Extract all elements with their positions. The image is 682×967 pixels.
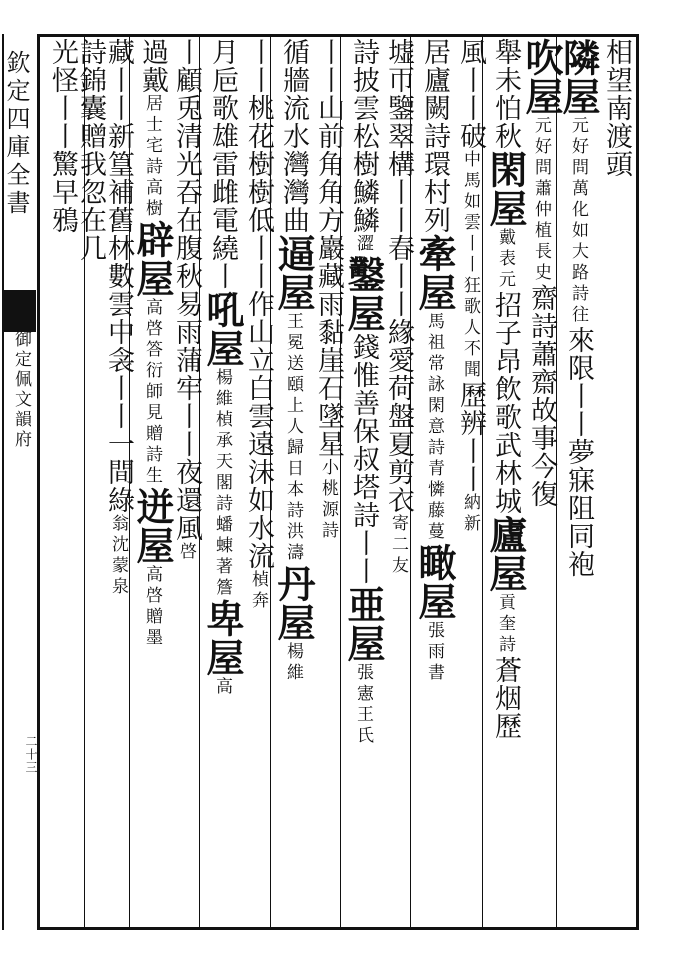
entry-headword: 吹屋: [519, 38, 564, 116]
body-text: 錢惟善保叔塔詩丨丨: [348, 333, 379, 585]
annotation-text: 戴表元: [495, 228, 515, 291]
folio-number: 二十三: [24, 735, 38, 774]
text-column: [483, 38, 528, 928]
annotation-text: 居士宅詩高樹: [142, 94, 162, 220]
annotation-text: 翁沈蒙泉: [108, 514, 128, 598]
body-text: 丨丨作山立白雲遠: [243, 234, 274, 458]
body-text: 循牆流水灣灣曲: [278, 38, 309, 234]
entry-headword: 卑屋: [200, 599, 245, 677]
body-text: 月巵歌雄雷雌電繞丨: [207, 38, 238, 290]
entry-headword: 辟屋: [130, 220, 175, 298]
text-column: [556, 38, 601, 928]
entry-headword: 牽屋: [412, 234, 457, 312]
annotation-text: 高啓贈墨: [142, 565, 162, 649]
body-text: 光怪丨丨驚早鴉: [47, 38, 78, 234]
entry-headword: 閑屋: [483, 150, 528, 228]
margin-book-title: 欽定四庫全書: [2, 50, 30, 218]
annotation-text: 中馬如雲丨丨狂歌人不聞: [460, 150, 480, 381]
annotation-text: 楊維: [283, 642, 303, 684]
body-text: 丨丨桃花樹樹低: [243, 38, 274, 234]
body-text: 春丨丨緣愛荷盤夏剪衣: [383, 234, 414, 514]
body-text: 歷辨丨丨: [455, 381, 486, 493]
text-column: [310, 38, 346, 928]
text-column: [130, 38, 175, 928]
body-text: 舉未怕秋: [490, 38, 521, 150]
body-text: 齋詩蕭齋故事今復: [526, 284, 557, 508]
text-column: [519, 38, 564, 928]
entry-headword: 吼屋: [200, 290, 245, 368]
entry-headword: 迸屋: [130, 487, 175, 565]
entry-headword: 丹屋: [271, 564, 316, 642]
annotation-text: 張雨書: [424, 621, 444, 684]
entry-headword: 逼屋: [271, 234, 316, 312]
body-text: 詩錦囊贈我忽在几: [75, 38, 106, 262]
annotation-text: 張憲王氏: [353, 663, 373, 747]
body-text: 過戴: [137, 38, 168, 94]
body-text: 藏丨丨新篁補舊林: [103, 38, 134, 262]
entry-headword: 瞰屋: [412, 543, 457, 621]
entry-headword: 鑿屋: [341, 255, 386, 333]
body-text: 沬如水流: [243, 458, 274, 570]
annotation-text: 澀: [353, 234, 373, 255]
text-column: [168, 38, 204, 928]
left-border-rule: [37, 34, 40, 930]
body-text: 丨顧兎清光吞在腹: [171, 38, 202, 262]
text-column: [341, 38, 386, 928]
annotation-text: 馬祖常詠閑意詩青憐藤蔓: [424, 312, 444, 543]
body-text: 招子昂飲歌武林城: [490, 291, 521, 515]
entry-headword: 亜屋: [341, 585, 386, 663]
annotation-text: 楨奔: [248, 570, 268, 612]
annotation-text: 啓: [176, 542, 196, 563]
annotation-text: 元好問蕭仲植長史: [531, 116, 551, 284]
body-text: 詩披雲松樹鱗鱗: [348, 38, 379, 234]
text-column: [598, 38, 634, 928]
annotation-text: 納新: [460, 493, 480, 535]
body-text: 蒼烟歷: [490, 656, 521, 740]
right-border-rule: [636, 34, 639, 930]
body-text: 數雲中衾丨丨一間綠: [103, 262, 134, 514]
annotation-text: 元好問萬化如大路詩往: [568, 116, 588, 326]
annotation-text: 高啓答衍師見贈詩生: [142, 298, 162, 487]
body-text: 來限: [563, 326, 594, 382]
margin-section-title: 御定佩文韻府: [11, 330, 31, 450]
body-text: 居廬闕詩環村列: [419, 38, 450, 234]
annotation-text: 高: [212, 677, 232, 698]
entry-headword: 隣屋: [556, 38, 601, 116]
annotation-text: 寄二友: [388, 514, 408, 577]
body-text: 丨丨山前角角方: [313, 38, 344, 234]
text-column: [240, 38, 276, 928]
body-text: 相望南: [601, 38, 632, 122]
body-text: 風丨丨破: [455, 38, 486, 150]
body-text: 渡頭: [601, 122, 632, 178]
body-text: 巖藏雨黏崖石墜星: [313, 234, 344, 458]
text-column: [44, 38, 80, 928]
fish-tail-mark: [2, 290, 36, 332]
body-text: 墟帀鑒翠構丨丨: [383, 38, 414, 234]
entry-headword: 廬屋: [483, 515, 528, 593]
annotation-text: 楊維楨承天閣詩蟠蝀著簷: [212, 368, 232, 599]
annotation-text: 貢奎詩: [495, 593, 515, 656]
text-column: [412, 38, 457, 928]
body-text: 秋易雨蒲牢丨丨夜還風: [171, 262, 202, 542]
top-border-rule: [37, 34, 639, 37]
text-column: [452, 38, 488, 928]
annotation-text: 王冕送頤上人歸日本詩洪濤: [283, 312, 303, 564]
text-column: [380, 38, 416, 928]
annotation-text: 小桃源詩: [318, 458, 338, 542]
text-column: [200, 38, 245, 928]
body-text: 丨丨夢寐阻同袍: [563, 382, 594, 578]
text-column: [271, 38, 316, 928]
